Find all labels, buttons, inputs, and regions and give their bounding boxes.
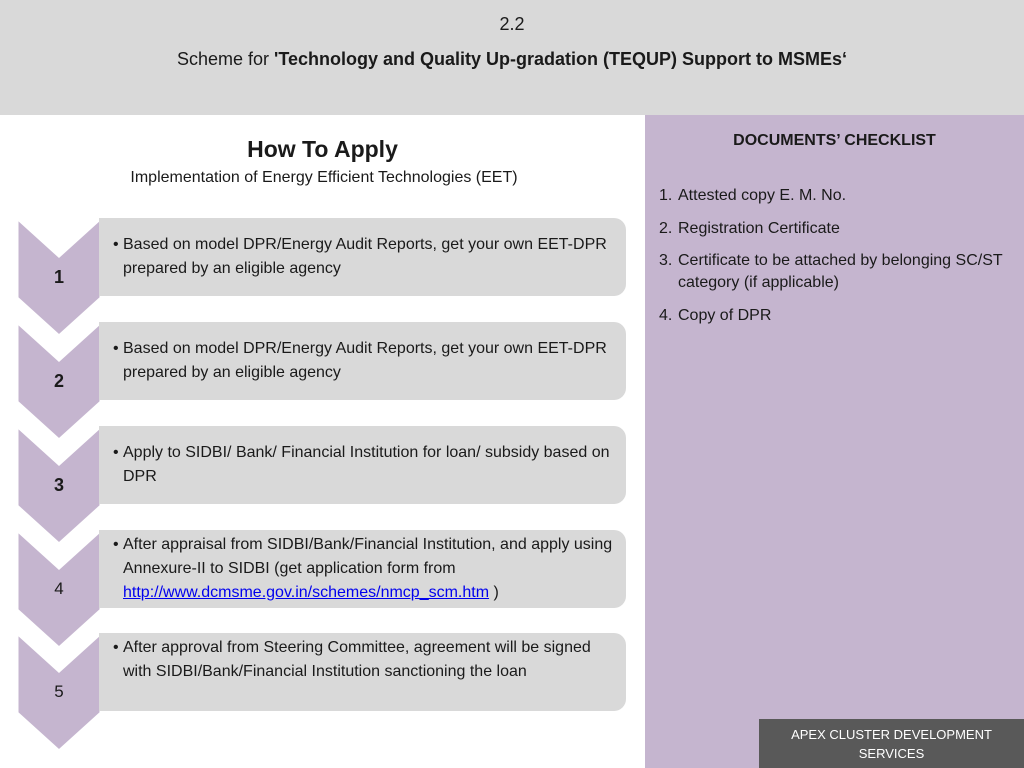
step-text: Based on model DPR/Energy Audit Reports, get your own EET-DPR prepared by an eligible agency bbox=[123, 236, 607, 277]
checklist bbox=[659, 185, 1009, 337]
checklist-item-number: 4. bbox=[659, 306, 673, 324]
slide-header bbox=[0, 0, 1024, 115]
checklist-item bbox=[659, 305, 1009, 327]
step-number: 2 bbox=[53, 371, 64, 391]
step-number: 4 bbox=[54, 579, 64, 598]
process-step-4 bbox=[17, 530, 627, 648]
step-box bbox=[99, 322, 626, 400]
step-number: 3 bbox=[53, 475, 64, 495]
step-text: After appraisal from SIDBI/Bank/Financial Institution, and apply using Annexure-II to SIDBI (get application form from bbox=[123, 536, 613, 577]
bullet-icon: • bbox=[113, 536, 119, 553]
checklist-item-text: Copy of DPR bbox=[678, 306, 772, 324]
howto-title: How To Apply bbox=[247, 136, 398, 162]
step-number: 1 bbox=[53, 267, 64, 287]
checklist-item bbox=[659, 250, 1009, 294]
checklist-item-text: Attested copy E. M. No. bbox=[678, 187, 847, 204]
checklist-item-text: Registration Certificate bbox=[678, 219, 840, 237]
checklist-item-text: Certificate to be attached by belonging SC/ST category (if applicable) bbox=[678, 252, 1003, 291]
footer-badge bbox=[759, 719, 1024, 768]
process-step-2 bbox=[17, 322, 627, 440]
checklist-item-number: 3. bbox=[659, 252, 673, 269]
process-step-5 bbox=[17, 633, 627, 751]
step-text: Based on model DPR/Energy Audit Reports, get your own EET-DPR prepared by an eligible agency bbox=[123, 340, 607, 381]
step-number: 5 bbox=[54, 682, 64, 701]
checklist-item-number: 1. bbox=[659, 187, 673, 204]
checklist-item bbox=[659, 185, 1009, 207]
step-box bbox=[99, 530, 626, 608]
section-number: 2.2 bbox=[499, 14, 525, 34]
checklist-item bbox=[659, 218, 1009, 240]
slide-title-bold: 'Technology and Quality Up-gradation (TEQUP) Support to MSMEs‘ bbox=[274, 49, 847, 69]
bullet-icon: • bbox=[113, 236, 119, 253]
bullet-icon: • bbox=[113, 639, 119, 656]
footer-badge-text: APEX CLUSTER DEVELOPMENT SERVICES bbox=[791, 727, 992, 761]
step-box bbox=[99, 426, 626, 504]
process-step-1 bbox=[17, 218, 627, 336]
step-box bbox=[99, 218, 626, 296]
step-text: Apply to SIDBI/ Bank/ Financial Institution for loan/ subsidy based on DPR bbox=[123, 444, 610, 485]
slide-title-prefix: Scheme for bbox=[177, 49, 275, 69]
step-box bbox=[99, 633, 626, 711]
step-text: After approval from Steering Committee, agreement will be signed with SIDBI/Bank/Financial Institution sanctioning the loan bbox=[123, 639, 591, 680]
application-form-link[interactable]: http://www.dcmsme.gov.in/schemes/nmcp_scm.htm bbox=[123, 584, 490, 601]
process-step-3 bbox=[17, 426, 627, 544]
checklist-title: DOCUMENTS’ CHECKLIST bbox=[733, 132, 936, 149]
checklist-item-number: 2. bbox=[659, 219, 673, 237]
bullet-icon: • bbox=[113, 444, 119, 461]
howto-subtitle: Implementation of Energy Efficient Technologies (EET) bbox=[130, 169, 518, 186]
slide-title bbox=[0, 49, 1024, 70]
bullet-icon: • bbox=[113, 340, 119, 357]
documents-checklist-panel bbox=[645, 115, 1024, 768]
step-text-after: ) bbox=[489, 584, 499, 601]
